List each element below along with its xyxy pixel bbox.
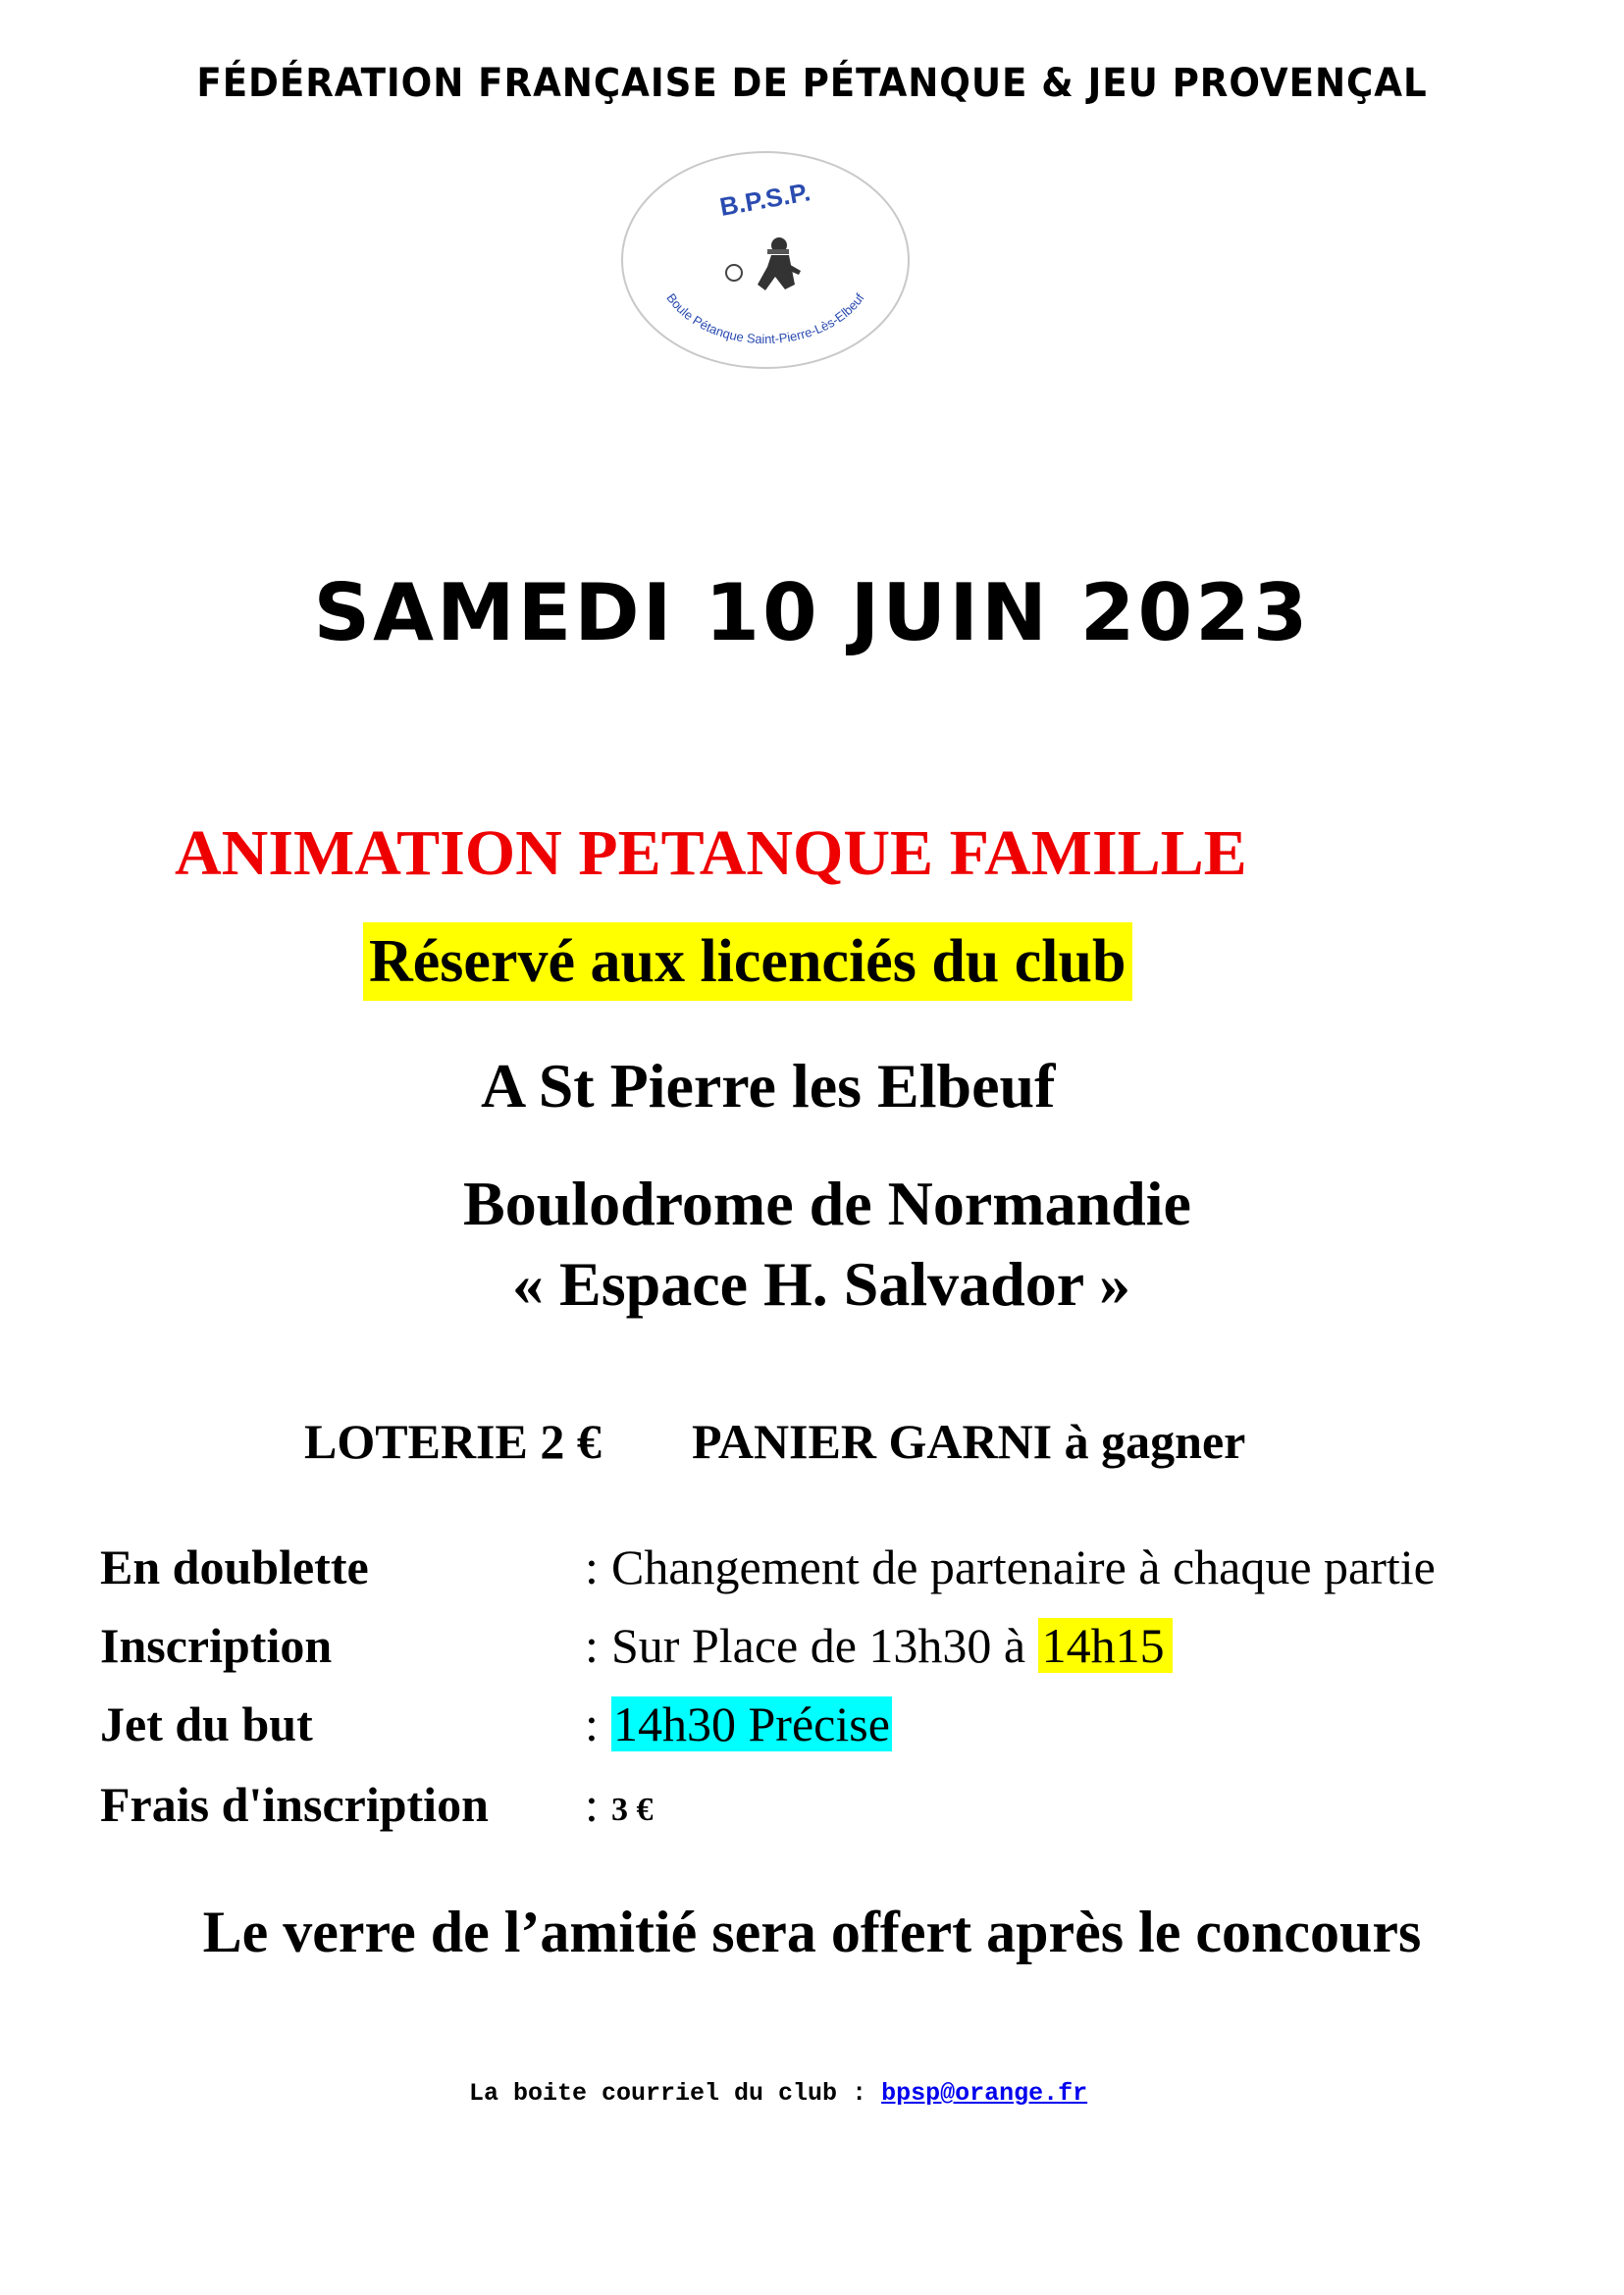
detail-label-frais: Frais d'inscription <box>100 1777 489 1832</box>
detail-colon: : <box>585 1696 599 1751</box>
event-town: A St Pierre les Elbeuf <box>481 1051 1056 1121</box>
footer-contact <box>469 2079 1087 2108</box>
club-logo <box>618 147 913 373</box>
logo-ring-text: Boule Pétanque Saint-Pierre-Lès-Elbeuf <box>663 290 867 347</box>
lottery-prize: PANIER GARNI à gagner <box>692 1414 1246 1469</box>
event-date: SAMEDI 10 JUIN 2023 <box>313 567 1311 658</box>
detail-colon: : <box>585 1618 599 1673</box>
detail-value-doublette: Changement de partenaire à chaque partie <box>611 1539 1436 1594</box>
jet-du-but-highlight: 14h30 Précise <box>613 1696 890 1751</box>
detail-value-inscription <box>611 1617 1173 1674</box>
club-email-link[interactable]: bpsp@orange.fr <box>881 2079 1088 2108</box>
detail-label-jet-du-but: Jet du but <box>100 1696 313 1751</box>
detail-label-doublette: En doublette <box>100 1539 369 1594</box>
venue-name: Boulodrome de Normandie <box>463 1169 1191 1238</box>
detail-label-inscription: Inscription <box>100 1618 333 1673</box>
event-title: ANIMATION PETANQUE FAMILLE <box>175 817 1247 889</box>
detail-value-frais: 3 € <box>611 1792 654 1828</box>
venue-subtitle: « Espace H. Salvador » <box>512 1249 1130 1319</box>
detail-colon: : <box>585 1777 599 1832</box>
logo-initials: B.P.S.P. <box>717 177 813 222</box>
detail-colon: : <box>585 1539 599 1594</box>
boule-icon <box>726 265 742 281</box>
restriction-note: Réservé aux licenciés du club <box>363 922 1132 1001</box>
inscription-deadline-highlight: 14h15 <box>1038 1618 1173 1673</box>
inscription-text: Sur Place de 13h30 à <box>611 1618 1038 1673</box>
club-logo-graphic <box>618 147 913 373</box>
federation-header: FÉDÉRATION FRANÇAISE DE PÉTANQUE & JEU PROVENÇAL <box>196 61 1428 106</box>
detail-value-jet-du-but <box>611 1695 892 1752</box>
lottery-price: LOTERIE 2 € <box>304 1414 602 1469</box>
footer-label: La boite courriel du club : <box>469 2079 882 2108</box>
closing-message: Le verre de l’amitié sera offert après le concours <box>202 1900 1422 1964</box>
